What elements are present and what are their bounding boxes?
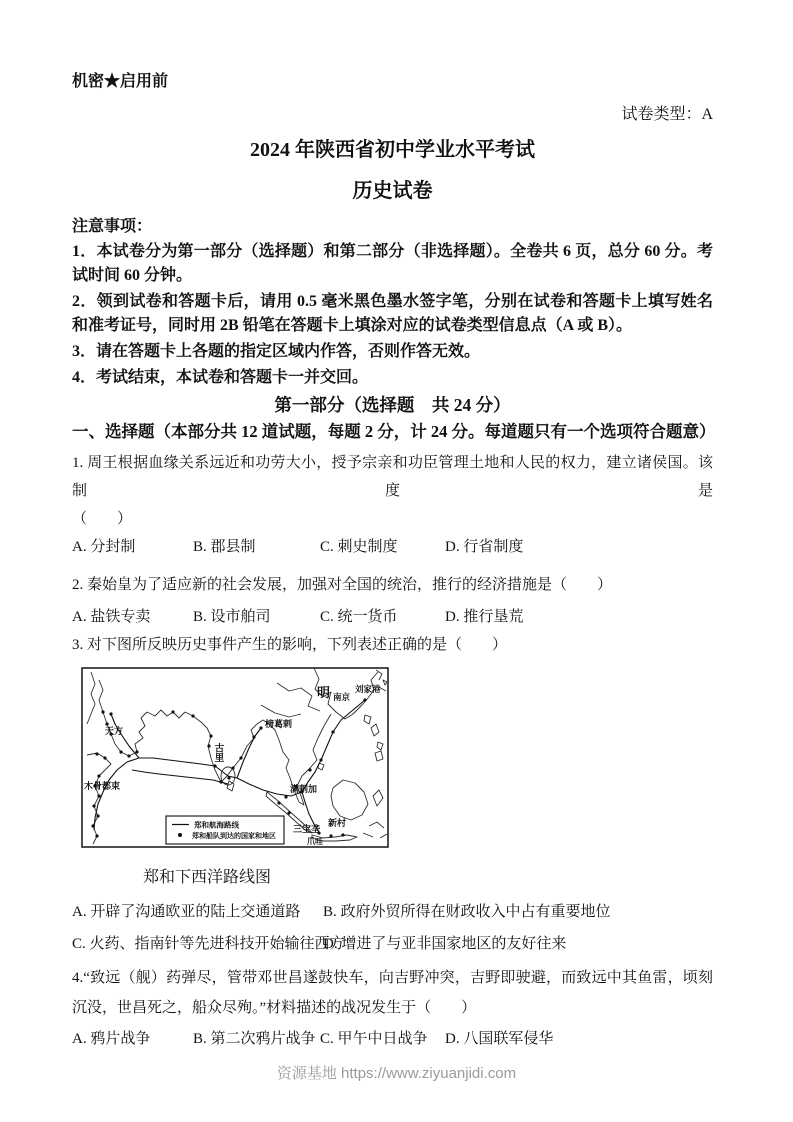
section-heading: 第一部分（选择题 共 24 分） bbox=[274, 395, 511, 415]
question-3-option-d: D. 增进了与亚非国家地区的友好往来 bbox=[323, 936, 567, 952]
map-label-ming: 明 bbox=[317, 685, 331, 700]
notice-item-3: 3．请在答题卡上各题的指定区域内作答，否则作答无效。 bbox=[72, 343, 481, 360]
map-label-semarang: 三宝垄 bbox=[293, 824, 321, 834]
section-subheading: 一、选择题（本部分共 12 道试题，每题 2 分，计 24 分。每道题只有一个选项符合题意） bbox=[72, 422, 716, 441]
question-2-option-c: C. 统一货币 bbox=[320, 609, 398, 625]
classification-banner: 机密★启用前 bbox=[72, 73, 169, 90]
map-caption: 郑和下西洋路线图 bbox=[143, 869, 272, 886]
question-1-option-d: D. 行省制度 bbox=[445, 539, 524, 555]
notice-item-1: 1．本试卷分为第一部分（选择题）和第二部分（非选择题）。全卷共 6 页，总分 60 分。考试时间 60 分钟。 bbox=[72, 243, 713, 284]
exam-title: 2024 年陕西省初中学业水平考试 bbox=[250, 139, 535, 161]
question-1-options bbox=[72, 533, 713, 561]
question-4-option-c: C. 甲午中日战争 bbox=[320, 1031, 428, 1047]
question-1-bracket: （ ） bbox=[72, 511, 133, 527]
notice-item-2: 2．领到试卷和答题卡后，请用 0.5 毫米黑色墨水签字笔，分别在试卷和答题卡上填写姓名和准考证号，同时用 2B 铅笔在答题卡上填涂对应的试卷类型信息点（A 或 B）。 bbox=[72, 293, 713, 334]
legend-destination-label: 郑和船队到达的国家和地区 bbox=[192, 833, 276, 840]
question-1-stem: 1. 周王根据血缘关系远近和功劳大小，授予宗亲和功臣管理土地和人民的权力，建立诸侯国。该制度是 bbox=[72, 455, 713, 499]
question-2-option-b: B. 设市舶司 bbox=[193, 609, 271, 625]
map-label-mogadishu: 木骨都束 bbox=[84, 781, 121, 791]
footer-site-link[interactable]: 资源基地 https://www.ziyuanjidi.com bbox=[276, 1065, 517, 1082]
legend-route-label: 郑和航海路线 bbox=[194, 820, 239, 830]
question-3-option-a: A. 开辟了沟通欧亚的陆上交通道路 bbox=[72, 904, 301, 920]
map-label-xincun: 新村 bbox=[328, 818, 347, 828]
legend-destination-dot-symbol bbox=[178, 833, 182, 837]
question-1-option-a: A. 分封制 bbox=[72, 539, 136, 555]
question-2-option-d: D. 推行垦荒 bbox=[445, 609, 524, 625]
question-3-options bbox=[72, 898, 713, 958]
map-label-guli: 古里 bbox=[212, 743, 224, 762]
question-2-stem: 2. 秦始皇为了适应新的社会发展，加强对全国的统治，推行的经济措施是（ ） bbox=[72, 577, 613, 593]
map-label-malacca: 满剌加 bbox=[290, 784, 318, 794]
question-3-option-b: B. 政府外贸所得在财政收入中占有重要地位 bbox=[323, 904, 611, 920]
question-4-stem: 4.“致远（舰）药弹尽，管带邓世昌遂鼓快车，向吉野冲突，吉野即驶避，而致远中其鱼雷，顷刻沉没，世昌死之，船众尽殉。”材料描述的战况发生于（ ） bbox=[72, 970, 713, 1016]
question-4-option-b: B. 第二次鸦片战争 bbox=[193, 1031, 316, 1047]
paper-type-label: 试卷类型：A bbox=[621, 106, 713, 123]
map-label-bengal: 榜葛剌 bbox=[265, 719, 293, 729]
zheng-he-route-map bbox=[81, 667, 389, 848]
question-4-option-d: D. 八国联军侵华 bbox=[445, 1031, 554, 1047]
notice-heading: 注意事项： bbox=[72, 218, 153, 235]
question-2-option-a: A. 盐铁专卖 bbox=[72, 609, 151, 625]
route-map-image bbox=[81, 667, 389, 848]
map-label-java: 爪哇 bbox=[307, 837, 323, 846]
question-4-options bbox=[72, 1025, 713, 1053]
question-1-option-c: C. 刺史制度 bbox=[320, 539, 398, 555]
map-label-nanjing: 南京 bbox=[333, 692, 351, 702]
question-4-option-a: A. 鸦片战争 bbox=[72, 1031, 151, 1047]
map-legend bbox=[166, 816, 284, 844]
map-label-liujiagang: 刘家港 bbox=[355, 684, 381, 694]
notice-item-4: 4．考试结束，本试卷和答题卡一并交回。 bbox=[72, 369, 369, 386]
question-3-stem: 3. 对下图所反映历史事件产生的影响，下列表述正确的是（ ） bbox=[72, 637, 508, 653]
exam-subtitle: 历史试卷 bbox=[352, 180, 433, 202]
question-1-option-b: B. 郡县制 bbox=[193, 539, 256, 555]
question-3-option-c: C. 火药、指南针等先进科技开始输往西方 bbox=[72, 936, 345, 952]
map-label-tianfang: 天方 bbox=[105, 726, 124, 736]
question-2-options bbox=[72, 603, 713, 631]
watermark-footer bbox=[0, 1062, 793, 1083]
